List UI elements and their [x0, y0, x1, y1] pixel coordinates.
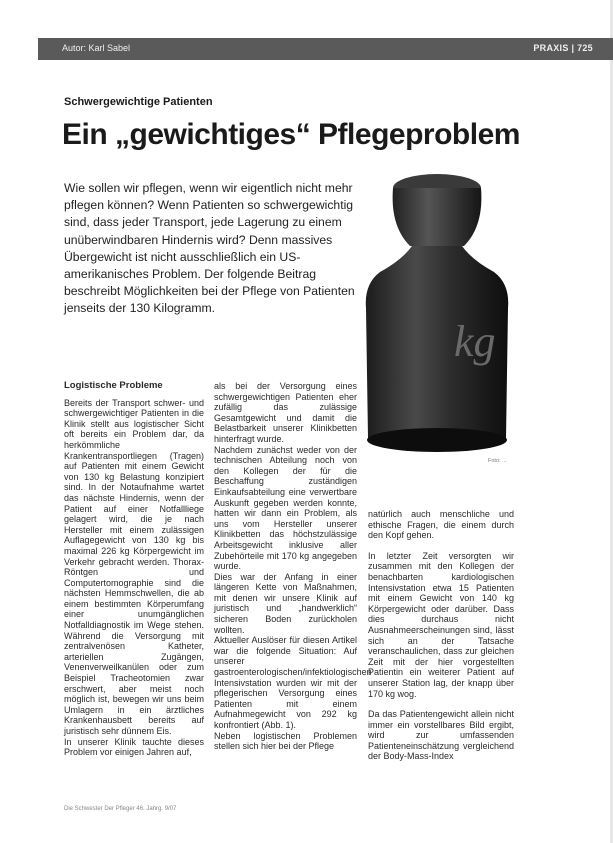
photo-credit: Foto: ...	[488, 458, 507, 464]
column-3	[368, 509, 514, 762]
paragraph: Nachdem zunächst weder von der technischen Abteilung noch von den Kollegen der für die Beschaffung zuständigen Einkaufsabteilung eine verwertbare Auskunft gegeben werden konnte, hatten wir dann ein Problem, als uns vom Hersteller unserer Klinikbetten das höchstzulässige Arbeitsgewicht inklusive aller Zubehörteile mit 170 kg angegeben wurde.	[214, 444, 357, 572]
paragraph: Neben logistischen Problemen stellen sich hier bei der Pflege	[214, 730, 357, 752]
paragraph: In letzter Zeit versorgten wir zusammen mit den Kollegen der benachbarten kardiologischen Intensivstation etwa 15 Patienten mit einem Gewicht von 140 kg Körpergewicht oder darüber. Dass dies durchaus nicht Ausnahmeerscheinungen sind, lässt sich an der Tatsache veranschaulichen, dass zur gleichen Zeit mit der hier vorgestellten Patientin ein weiterer Patient auf unserer Station lag, der knapp über 170 kg wog.	[368, 550, 514, 699]
article-kicker: Schwergewichtige Patienten	[64, 96, 213, 108]
column-2	[214, 381, 372, 752]
weight-photo	[352, 168, 522, 470]
paragraph: Da das Patientengewicht allein nicht immer ein vorstellbares Bild ergibt, wird zur umfassenden Patienteneinschätzung vergleichend der Body-Mass-Index	[368, 709, 514, 762]
author-line: Autor: Karl Sabel	[62, 43, 131, 53]
paragraph: Dies war der Anfang in einer längeren Kette von Maßnahmen, mit denen wir unsere Klinik auf juristisch und „handwerklich“ sicheren Boden zurückholen wollten.	[214, 571, 357, 635]
article-title: Ein „gewichtiges“ Pflegeproblem	[62, 118, 520, 151]
column-1	[64, 381, 204, 758]
section-heading: Logistische Probleme	[64, 380, 163, 391]
running-header	[38, 38, 613, 60]
article-lead: Wie sollen wir pflegen, wenn wir eigentlich nicht mehr pflegen können? Wenn Patienten so schwergewichtig sind, dass jeder Transport, jede Lagerung zu einem unüberwindbaren Hindernis wird? Denn massives Übergewicht ist nicht ausschließlich ein US-amerikanisches Problem. Der folgende Beitrag beschreibt Möglichkeiten bei der Pflege von Patienten jenseits der 130 Kilogramm.	[64, 181, 355, 316]
page-footer: Die Schwester Der Pfleger 46. Jahrg. 9/07	[64, 806, 177, 812]
paragraph: In unserer Klinik tauchte dieses Problem vor einigen Jahren auf,	[64, 736, 204, 758]
section-page-number: PRAXIS | 725	[533, 43, 593, 53]
paragraph: Aktueller Auslöser für diesen Artikel war die folgende Situation: Auf unserer gastroenterologischen/infektiologischen Intensivstation wurden wir mit der pflegerischen Versorgung eines Patienten mit einem Aufnahmegewicht von 292 kg konfrontiert (Abb. 1).	[214, 635, 372, 730]
kg-engraving: kg	[454, 317, 496, 366]
knob	[393, 188, 482, 246]
paragraph: natürlich auch menschliche und ethische Fragen, die einem durch den Kopf gehen.	[368, 509, 514, 541]
paragraph: als bei der Versorgung eines schwergewichtigen Patienten eher zufällig das zulässige Gesamtgewicht und damit die Belastbarkeit unserer Klinikbetten hinterfragt wurde.	[214, 381, 357, 444]
paragraph: Bereits der Transport schwer- und schwergewichtiger Patienten in die Klinik stellt aus logistischer Sicht oft bereits ein Problem dar, da herkömmliche Krankentransportliegen (Tragen) auf Patienten mit einem Gewicht von 130 kg Belastung konzipiert sind. In der Notaufnahme wartet das nächste Hindernis, wenn der Patient auf einer Notfallliege gelagert wird, die je nach Hersteller mit einem zulässigen Auflagegewicht von 130 kg bis maximal 226 kg Körpergewicht im Verkehr gebracht werden. Thorax-Röntgen und Computertomographie sind die nächsten Hemmschwellen, die ab einem bestimmten Körperumfang einer unumgänglichen Notfalldiagnostik im Wege stehen. Während die Versorgung mit zentralvenösen Katheter, arteriellen Zugängen, Venenverweilkanülen oder zum Beispiel Tracheotomien zwar erschwert, aber meist noch möglich ist, bewegen wir uns beim Umlagern in ein ärztliches Krankenhausbett bereits auf juristisch sehr dünnem Eis.	[64, 397, 204, 736]
weight-base	[367, 428, 507, 452]
